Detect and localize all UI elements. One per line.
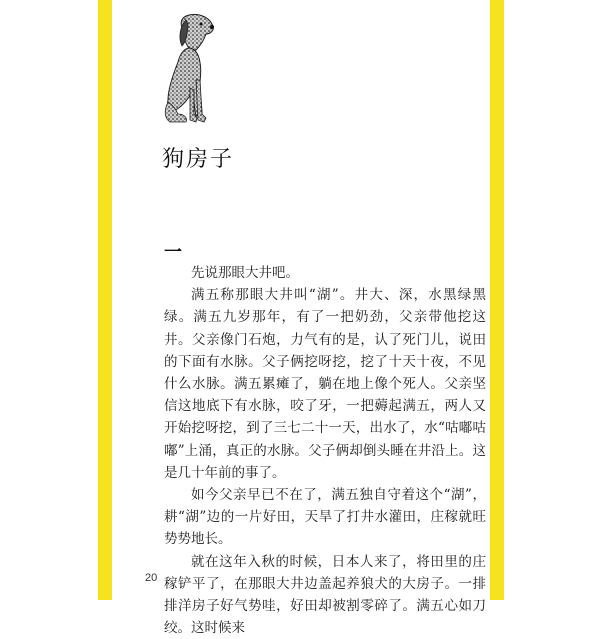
paragraph: 满五称那眼大井叫“湖”。井大、深，水黑绿黑绿。满五九岁那年，有了一把奶劲，父亲带他挖这井。父亲像门石炮，力气有的是，认了死门儿，说田的下面有水脉。父子俩挖呀挖，挖了十天十夜，不见什么水脉。满五累瘫了，躺在地上像个死人。父亲坚信这地底下有水脉，咬了牙，一把薅起满五，两人又开始挖呀挖，到了三七二十一天，出水了，水“咕嘟咕嘟”上涌，真正的水脉。父子俩却倒头睡在井沿上。这是几十年前的事了。 <box>164 287 486 481</box>
paragraph: 就在这年入秋的时候，日本人来了，将田里的庄稼铲平了，在那眼大井边盖起养狼犬的大房子。一排排洋房子好气势哇，好田却被割零碎了。满五心如刀绞。这时候来 <box>164 553 486 637</box>
paragraph: 先说那眼大井吧。 <box>191 265 299 281</box>
book-page <box>112 0 490 637</box>
chapter-title: 狗房子 <box>162 147 235 172</box>
section-number: 一 <box>164 242 182 263</box>
yellow-page-edge-right <box>490 0 504 600</box>
yellow-page-edge-left <box>98 0 112 600</box>
sitting-dog-sketch-icon <box>156 10 220 130</box>
paragraph: 如今父亲早已不在了，满五独自守着这个“湖”，耕“湖”边的一片好田，天旱了打井水灌田，庄稼就旺势势地长。 <box>164 487 486 548</box>
page-number: 20 <box>145 572 158 584</box>
body-text <box>164 262 486 639</box>
